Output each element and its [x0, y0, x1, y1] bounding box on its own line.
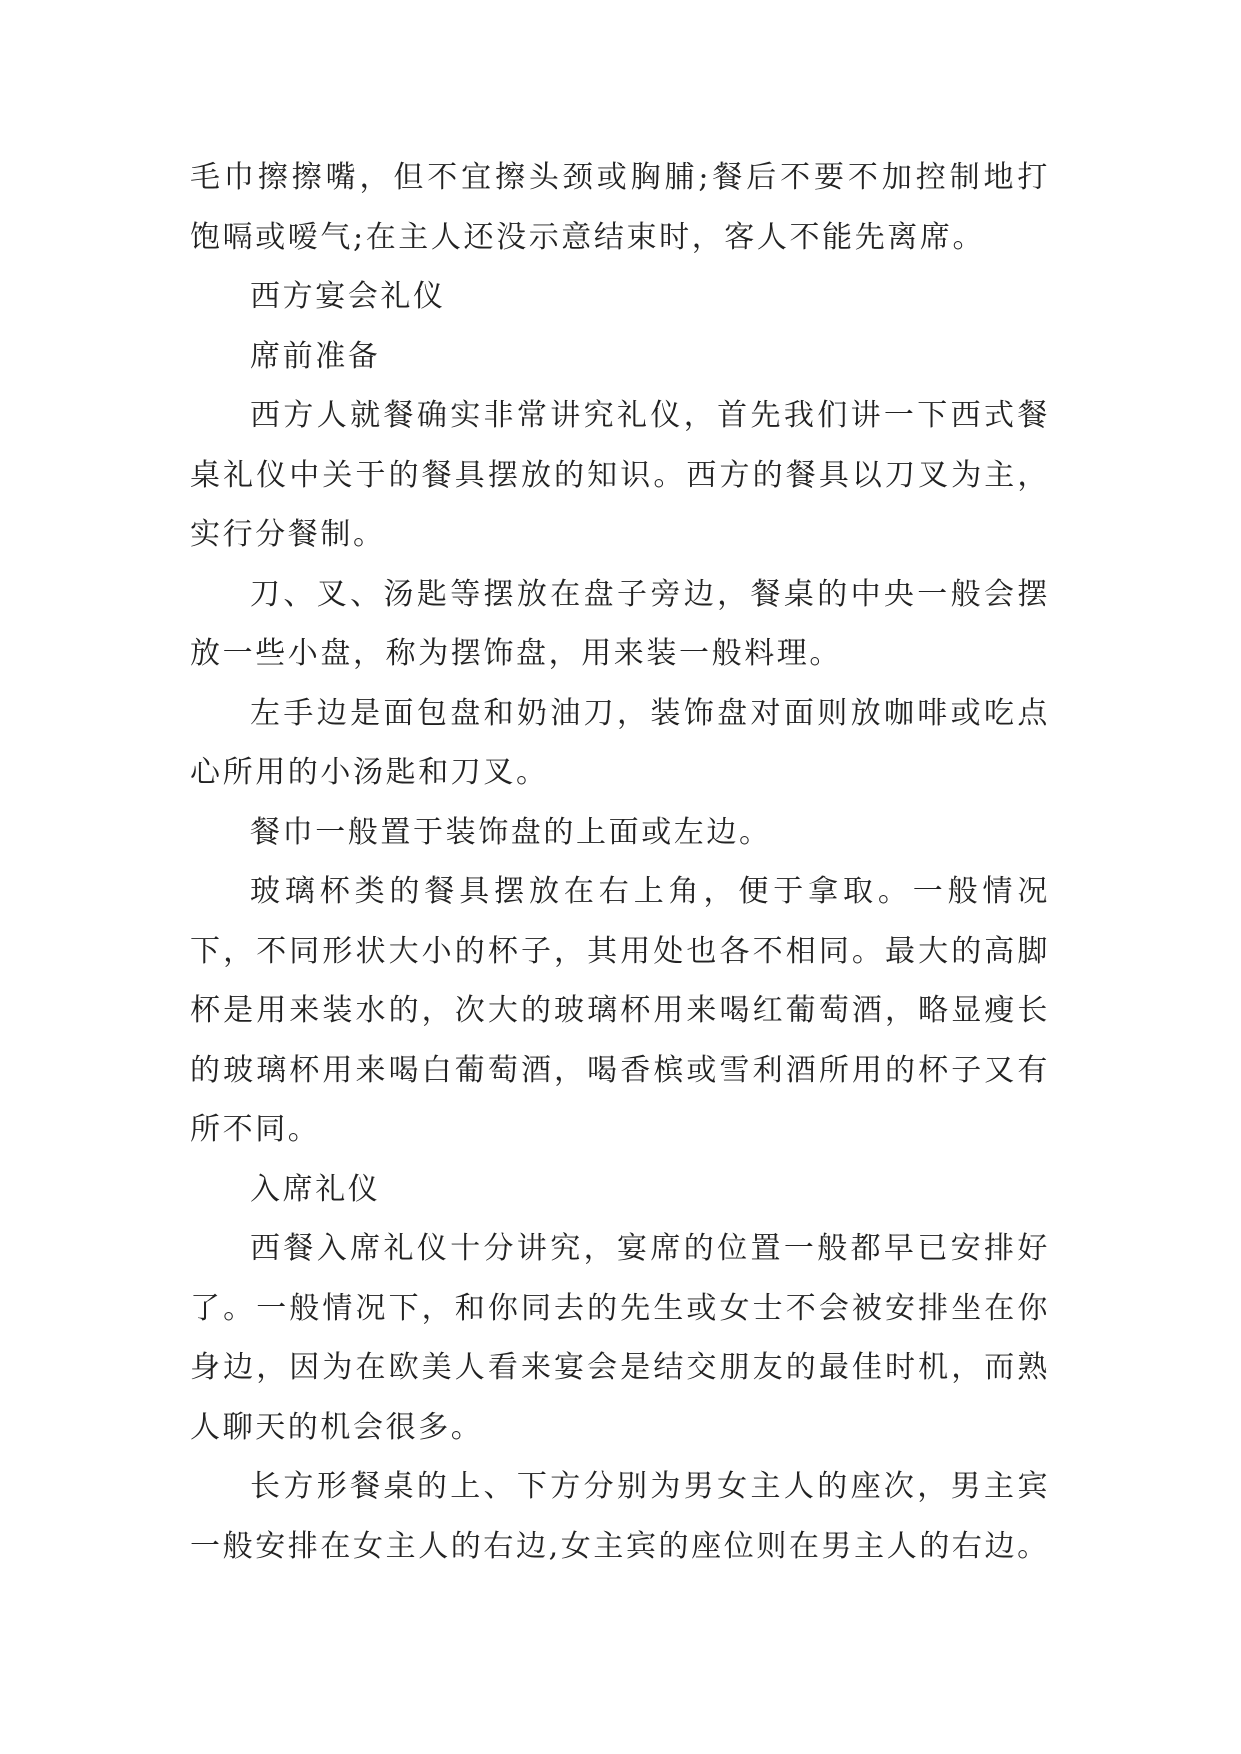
- paragraph-host-seating: 长方形餐桌的上、下方分别为男女主人的座次，男主宾一般安排在女主人的右边,女主宾的座位则在男主人的右边。: [190, 1469, 1050, 1564]
- paragraph-tableware-intro: 西方人就餐确实非常讲究礼仪，首先我们讲一下西式餐桌礼仪中关于的餐具摆放的知识。西方的餐具以刀叉为主，实行分餐制。: [190, 398, 1050, 552]
- paragraph-seating-arrangement: 西餐入席礼仪十分讲究，宴席的位置一般都早已安排好了。一般情况下，和你同去的先生或女士不会被安排坐在你身边，因为在欧美人看来宴会是结交朋友的最佳时机，而熟人聊天的机会很多。: [190, 1231, 1050, 1445]
- paragraph-glassware: 玻璃杯类的餐具摆放在右上角，便于拿取。一般情况下，不同形状大小的杯子，其用处也各不相同。最大的高脚杯是用来装水的，次大的玻璃杯用来喝红葡萄酒，略显瘦长的玻璃杯用来喝白葡萄酒，喝香槟或雪利酒所用的杯子又有所不同。: [190, 874, 1050, 1147]
- section-heading-western-banquet-etiquette: 西方宴会礼仪: [250, 279, 446, 314]
- paragraph-cutlery-placement: 刀、叉、汤匙等摆放在盘子旁边，餐桌的中央一般会摆放一些小盘，称为摆饰盘，用来装一般料理。: [190, 576, 1050, 671]
- subheading-pre-meal-preparation: 席前准备: [250, 338, 381, 374]
- subheading-seating-etiquette: 入席礼仪: [250, 1171, 381, 1207]
- document-body: [190, 148, 1050, 1576]
- paragraph-napkin: 餐巾一般置于装饰盘的上面或左边。: [250, 814, 772, 850]
- paragraph-continuation: 毛巾擦擦嘴，但不宜擦头颈或胸脯;餐后不要不加控制地打饱嗝或嗳气;在主人还没示意结束时，客人不能先离席。: [190, 160, 1050, 255]
- paragraph-bread-plate: 左手边是面包盘和奶油刀，装饰盘对面则放咖啡或吃点心所用的小汤匙和刀叉。: [190, 695, 1050, 790]
